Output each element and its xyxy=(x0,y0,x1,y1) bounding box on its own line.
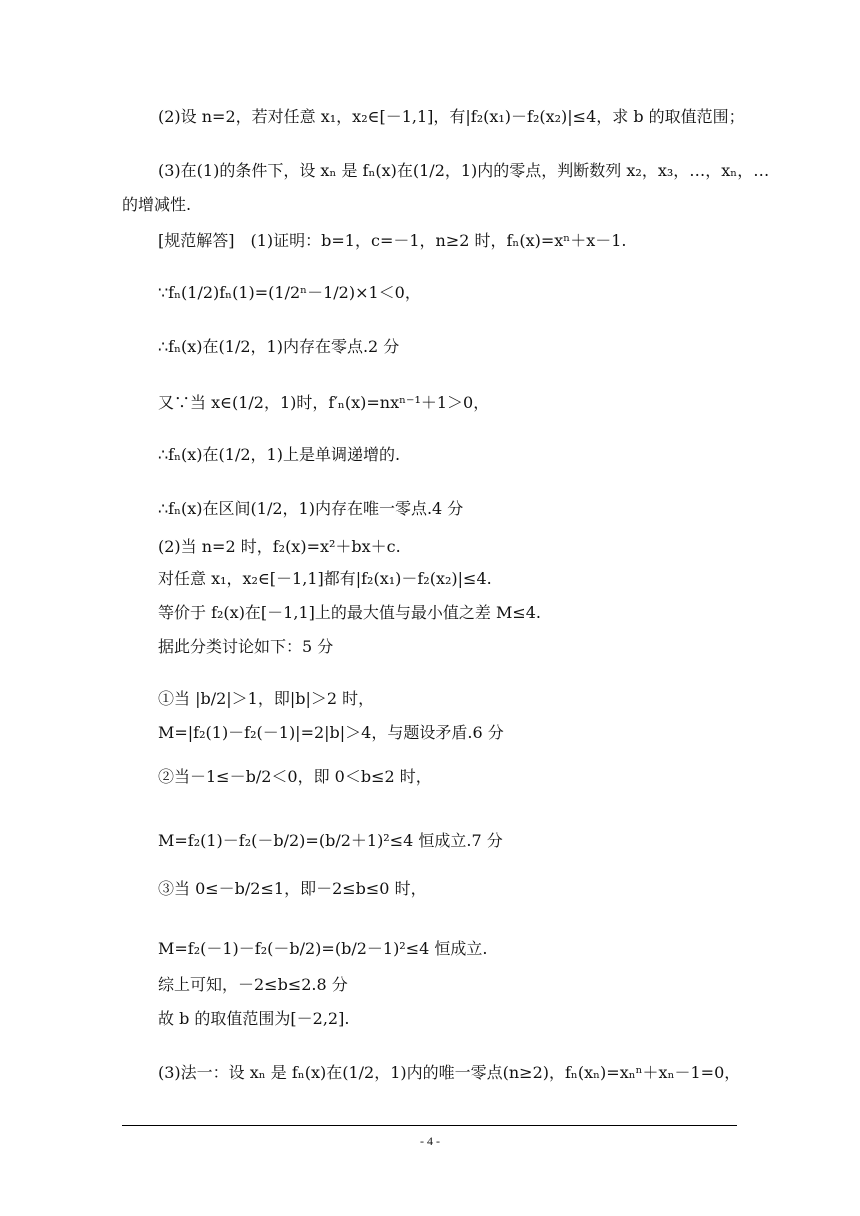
solution-line: (2)当 n=2 时，f₂(x)=x²＋bx＋c. xyxy=(158,537,401,556)
problem-part3-line2: 的增减性. xyxy=(122,195,192,214)
solution-line: [规范解答] (1)证明：b=1，c=－1，n≥2 时，fₙ(x)=xⁿ＋x－1. xyxy=(158,231,627,250)
solution-line: ∴fₙ(x)在区间(1/2，1)内存在唯一零点.4 分 xyxy=(158,499,464,518)
problem-part2: (2)设 n=2，若对任意 x₁，x₂∈[－1,1]，有|f₂(x₁)－f₂(x₂)|≤4，求 b 的取值范围； xyxy=(158,107,745,126)
page-number: - 4 - xyxy=(420,1134,440,1148)
solution-line: ②当－1≤－b/2＜0，即 0＜b≤2 时， xyxy=(158,767,432,786)
solution-line: 等价于 f₂(x)在[－1,1]上的最大值与最小值之差 M≤4. xyxy=(158,603,542,622)
solution-line: 又∵当 x∈(1/2，1)时，f′ₙ(x)=nxⁿ⁻¹＋1＞0， xyxy=(158,393,490,412)
solution-line: ∵fₙ(1/2)fₙ(1)=(1/2ⁿ－1/2)×1＜0， xyxy=(158,283,421,302)
problem-part3-line1: (3)在(1)的条件下，设 xₙ 是 fₙ(x)在(1/2，1)内的零点，判断数列 x₂，x₃，…，xₙ，… xyxy=(158,161,770,180)
solution-line: M=f₂(－1)－f₂(－b/2)=(b/2－1)²≤4 恒成立. xyxy=(158,939,488,958)
solution-line: ③当 0≤－b/2≤1，即－2≤b≤0 时， xyxy=(158,879,427,898)
solution-line: ∴fₙ(x)在(1/2，1)上是单调递增的. xyxy=(158,445,401,464)
solution-line: ∴fₙ(x)在(1/2，1)内存在零点.2 分 xyxy=(158,337,400,356)
solution-line: 据此分类讨论如下：5 分 xyxy=(158,637,334,656)
solution-line: 故 b 的取值范围为[－2,2]. xyxy=(158,1009,350,1028)
solution-line: M=|f₂(1)－f₂(－1)|=2|b|＞4，与题设矛盾.6 分 xyxy=(158,723,504,742)
solution-line: (3)法一：设 xₙ 是 fₙ(x)在(1/2，1)内的唯一零点(n≥2)，fₙ(xₙ)=xₙⁿ＋xₙ－1=0， xyxy=(158,1063,741,1082)
solution-line: M=f₂(1)－f₂(－b/2)=(b/2＋1)²≤4 恒成立.7 分 xyxy=(158,831,503,850)
footer-rule xyxy=(122,1125,737,1126)
solution-line: 综上可知，－2≤b≤2.8 分 xyxy=(158,975,348,994)
solution-line: ①当 |b/2|＞1，即|b|＞2 时， xyxy=(158,689,375,708)
solution-line: 对任意 x₁，x₂∈[－1,1]都有|f₂(x₁)－f₂(x₂)|≤4. xyxy=(158,569,492,588)
